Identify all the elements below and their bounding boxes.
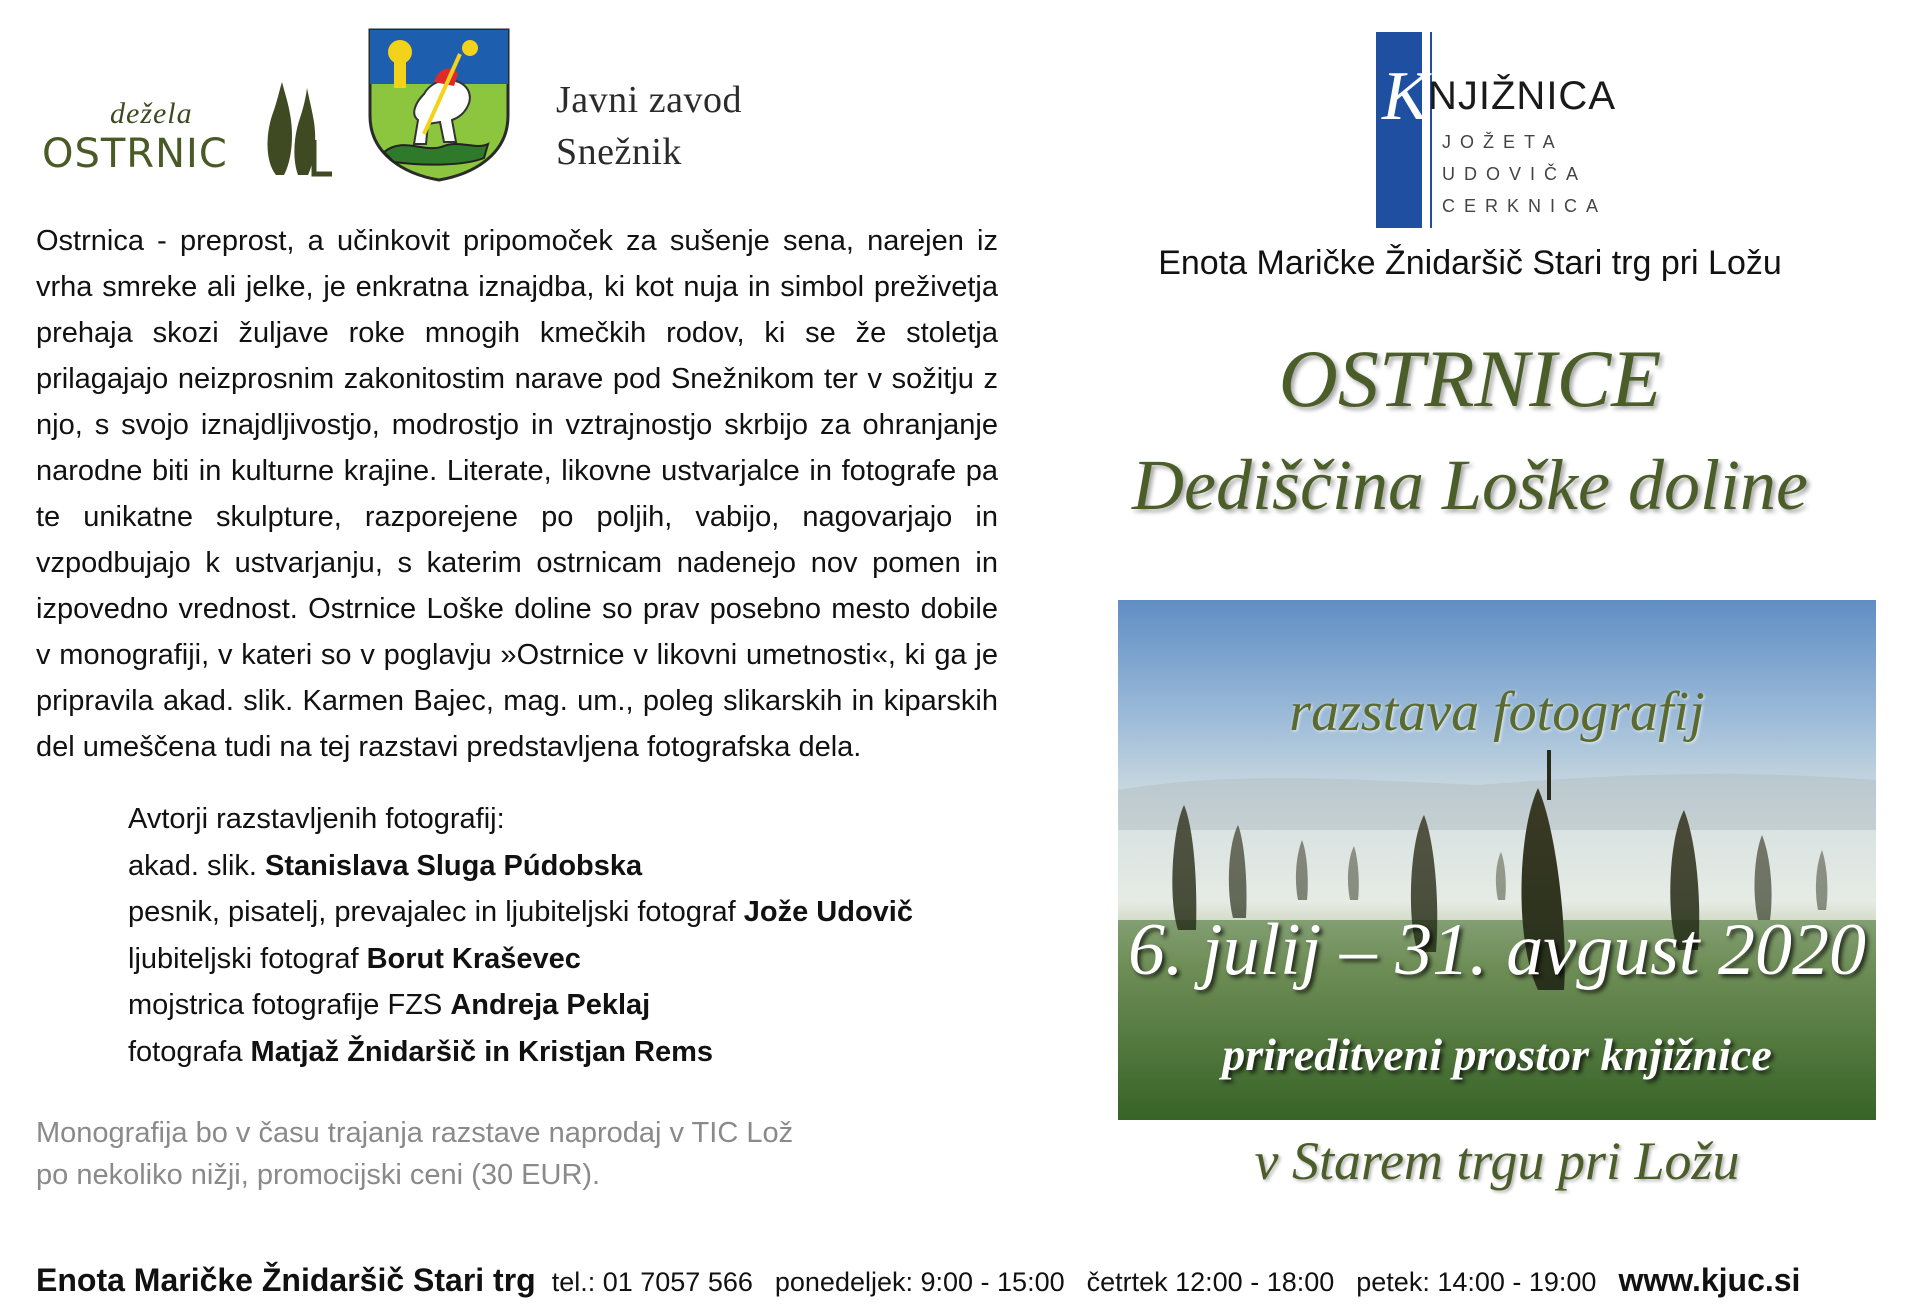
footer-unit: Enota Maričke Žnidaršič Stari trg — [36, 1262, 536, 1298]
footer-hours-friday: petek: 14:00 - 19:00 — [1356, 1267, 1597, 1297]
authors-heading: Avtorji razstavljenih fotografij: — [128, 803, 505, 835]
ostrnic-logo — [42, 95, 342, 185]
javni-zavod-line-1: Javni zavod — [556, 79, 742, 121]
author-name: Borut Kraševec — [366, 942, 581, 975]
monograph-note-line-2: po nekoliko nižji, promocijski ceni (30 EUR). — [36, 1159, 601, 1191]
author-line — [128, 889, 913, 936]
authors-list — [128, 796, 913, 1075]
monograph-note-line-1: Monografija bo v času trajanja razstave naprodaj v TIC Lož — [36, 1117, 794, 1149]
footer-phone: tel.: 01 7057 566 — [551, 1267, 753, 1297]
exhibition-venue: prireditveni prostor knjižnice — [1222, 1029, 1772, 1080]
author-name: Matjaž Žnidaršič in Kristjan Rems — [250, 1035, 714, 1068]
author-line — [128, 982, 913, 1029]
knjiznica-logo-line-3: CERKNICA — [1442, 196, 1608, 216]
knjiznica-logo-line — [1430, 32, 1432, 228]
footer-hours-thursday: četrtek 12:00 - 18:00 — [1086, 1267, 1335, 1297]
coat-of-arms-icon — [364, 24, 514, 184]
exhibition-title: OSTRNICE — [1278, 333, 1662, 424]
author-role: pesnik, pisatelj, prevajalec in ljubiteljski fotograf — [128, 896, 744, 928]
knjiznica-logo-initial: K — [1382, 58, 1429, 135]
knjiznica-logo-line-1: JOŽETA — [1442, 132, 1564, 152]
author-role: akad. slik. — [128, 849, 265, 882]
exhibition-dates: 6. julij – 31. avgust 2020 — [1128, 909, 1866, 991]
exhibition-photo — [1118, 600, 1876, 1120]
footer-website-link[interactable]: www.kjuc.si — [1618, 1262, 1801, 1298]
photo-subtitle: razstava fotografij — [1289, 681, 1705, 743]
footer-hours-monday: ponedeljek: 9:00 - 15:00 — [774, 1267, 1065, 1297]
knjiznica-logo-title: NJIŽNICA — [1428, 74, 1616, 118]
hayrack-tree-icon — [254, 80, 334, 180]
ostrnic-logo-script: dežela — [110, 97, 193, 130]
exhibition-subtitle: Dediščina Loške doline — [1132, 445, 1808, 525]
monograph-note — [36, 1112, 793, 1196]
ostrnic-logo-word: OSTRNIC — [42, 131, 228, 177]
description-paragraph: Ostrnica - preprost, a učinkovit pripomoček za sušenje sena, narejen iz vrha smreke ali jelke, je enkratna iznajdba, ki kot nuja in simbol preživetja prehaja skozi žuljave roke mnogih kmečkih rodov, ki se že stoletja prilagajajo neizprosnim zakonitostim narave pod Snežnikom ter v sožitju z njo, s svojo iznajdljivostjo, modrostjo in vztrajnostjo skrbijo za ohranjanje narodne biti in kulturne krajine. Literate, likovne ustvarjalce in fotografe pa te unikatne skulpture, razporejene po poljih, vabijo, nagovarjajo in vzpodbujajo k ustvarjanju, s katerim ostrnicam nadenejo nov pomen in izpovedno vrednost. Ostrnice Loške doline so prav posebno mesto dobile v monografiji, v kateri so v poglavju »Ostrnice v likovni umetnosti«, ki ga je pripravila akad. slik. Karmen Bajec, mag. um., poleg slikarskih in kiparskih del umeščena tudi na tej razstavi predstavljena fotografska dela. — [36, 225, 998, 763]
author-role: mojstrica fotografije FZS — [128, 989, 451, 1021]
author-name: Andreja Peklaj — [450, 989, 651, 1021]
javni-zavod-line-2: Snežnik — [556, 131, 682, 173]
author-line — [128, 843, 913, 890]
author-role: ljubiteljski fotograf — [128, 942, 367, 975]
footer — [36, 1262, 1902, 1299]
author-line — [128, 936, 913, 983]
author-name: Jože Udovič — [743, 896, 913, 928]
exhibition-place: v Starem trgu pri Ložu — [1254, 1131, 1740, 1191]
author-role: fotografa — [128, 1035, 251, 1068]
author-line — [128, 1029, 913, 1076]
javni-zavod-text — [556, 74, 742, 178]
author-name: Stanislava Sluga Púdobska — [265, 849, 643, 882]
unit-name: Enota Maričke Žnidaršič Stari trg pri Ložu — [1158, 244, 1782, 282]
knjiznica-logo-line-2: UDOVIČA — [1442, 164, 1588, 184]
knjiznica-logo — [1376, 32, 1616, 228]
